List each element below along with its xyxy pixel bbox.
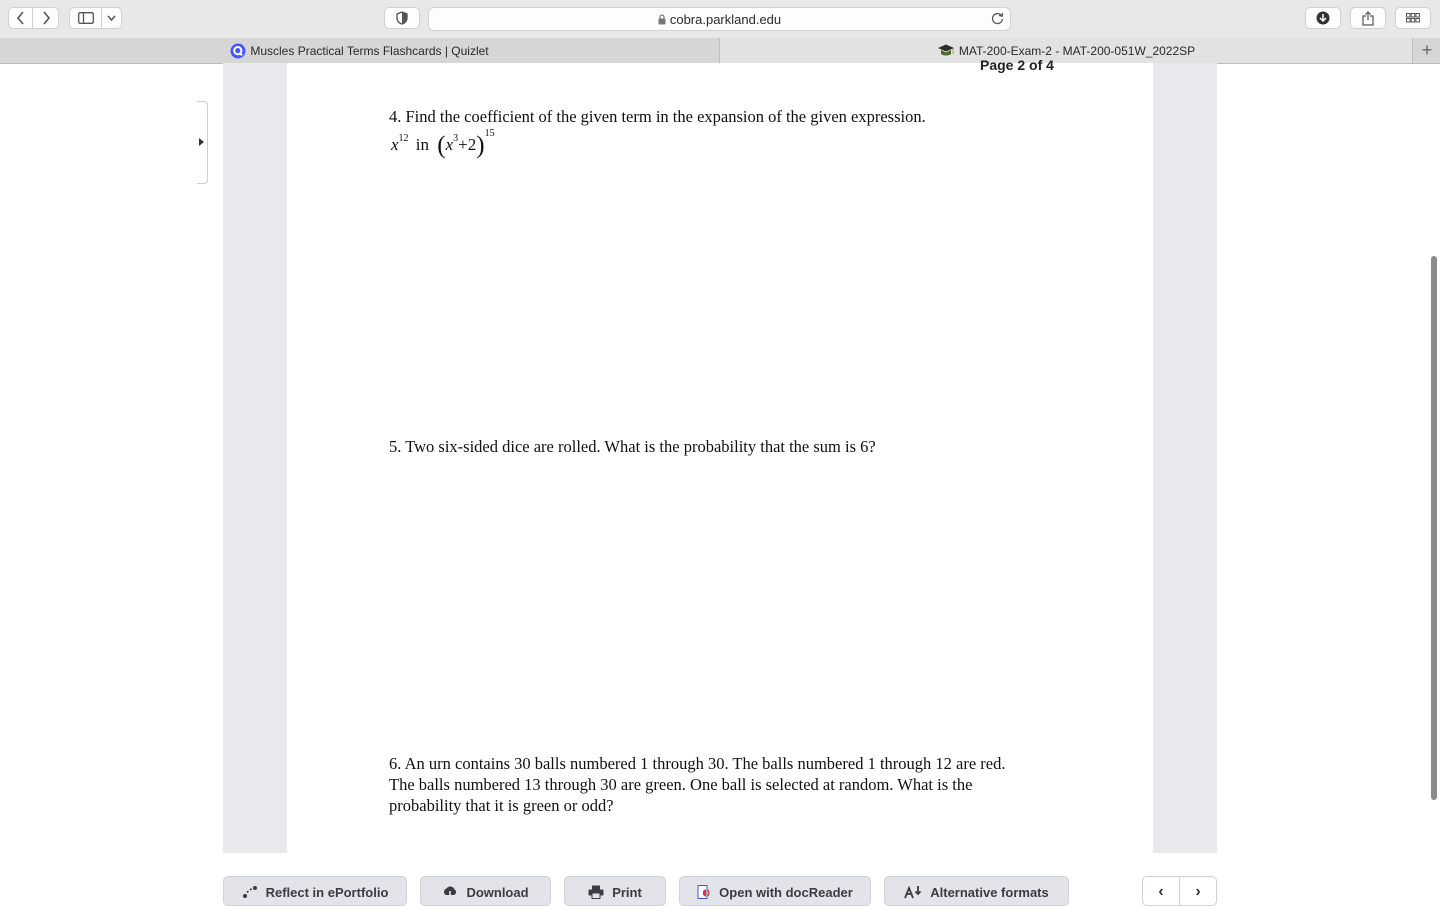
quizlet-icon: [230, 43, 246, 59]
new-tab-button[interactable]: +: [1412, 38, 1440, 63]
lock-icon: [658, 14, 666, 25]
tab-label: Muscles Practical Terms Flashcards | Quizlet: [250, 43, 489, 58]
download-icon: [442, 885, 458, 899]
tab-exam[interactable]: [720, 38, 1412, 63]
print-icon: [588, 885, 604, 899]
sidebar-expand-handle[interactable]: [197, 101, 208, 184]
alternative-formats-icon: [904, 885, 922, 899]
shield-icon: [396, 11, 408, 25]
chevron-left-icon: [16, 11, 26, 25]
sidebar-menu-button[interactable]: [102, 7, 122, 29]
downloads-button[interactable]: [1305, 7, 1341, 29]
chevron-right-icon: [41, 11, 51, 25]
previous-page-button[interactable]: ‹: [1158, 883, 1164, 900]
share-button[interactable]: [1350, 7, 1386, 29]
document-page: [287, 63, 1153, 853]
download-icon: [1316, 11, 1330, 25]
sidebar-icon: [78, 12, 94, 24]
tab-quizlet[interactable]: [0, 38, 720, 63]
grid-icon: [1406, 13, 1420, 23]
docreader-icon: [697, 885, 711, 900]
tab-bar: [0, 38, 1440, 64]
share-icon: [1362, 11, 1374, 26]
eportfolio-icon: [242, 885, 258, 899]
back-button[interactable]: [8, 7, 33, 29]
forward-button[interactable]: [33, 7, 59, 29]
tab-label: MAT-200-Exam-2 - MAT-200-051W_2022SP: [958, 43, 1196, 58]
browser-toolbar: [0, 0, 1440, 39]
vertical-scrollbar[interactable]: [1431, 256, 1437, 800]
next-page-button[interactable]: ›: [1179, 877, 1216, 905]
reload-icon[interactable]: [991, 12, 1004, 25]
address-bar[interactable]: [428, 7, 1011, 31]
sidebar-toggle-button[interactable]: [69, 7, 102, 29]
print-button[interactable]: Print: [564, 876, 666, 906]
alternative-formats-button[interactable]: Alternative formats: [884, 876, 1069, 906]
tab-overview-button[interactable]: [1395, 7, 1431, 29]
reflect-eportfolio-button[interactable]: Reflect in ePortfolio: [223, 876, 407, 906]
privacy-report-button[interactable]: [384, 7, 420, 29]
question-4-expression: $x^{12}$ in $(x^3+2)^{15}$: [391, 128, 495, 159]
download-button[interactable]: Download: [420, 876, 551, 906]
page-indicator: Page 2 of 4: [980, 57, 1054, 73]
chevron-down-icon: [107, 15, 116, 21]
question-5: 5. Two six-sided dice are rolled. What is the probability that the sum is 6?: [389, 437, 876, 456]
question-4: 4. Find the coefficient of the given term in the expansion of the given expression.: [389, 107, 926, 126]
graduation-cap-icon: [937, 43, 955, 59]
url-text: cobra.parkland.edu: [669, 12, 782, 27]
open-docreader-button[interactable]: Open with docReader: [679, 876, 871, 906]
question-6: 6. An urn contains 30 balls numbered 1 through 30. The balls numbered 1 through 12 are red. The balls numbered 13 through 30 are green. One ball is selected at random. What is the probability that it is green or odd?: [389, 754, 1006, 815]
page-navigation: [1142, 876, 1217, 906]
